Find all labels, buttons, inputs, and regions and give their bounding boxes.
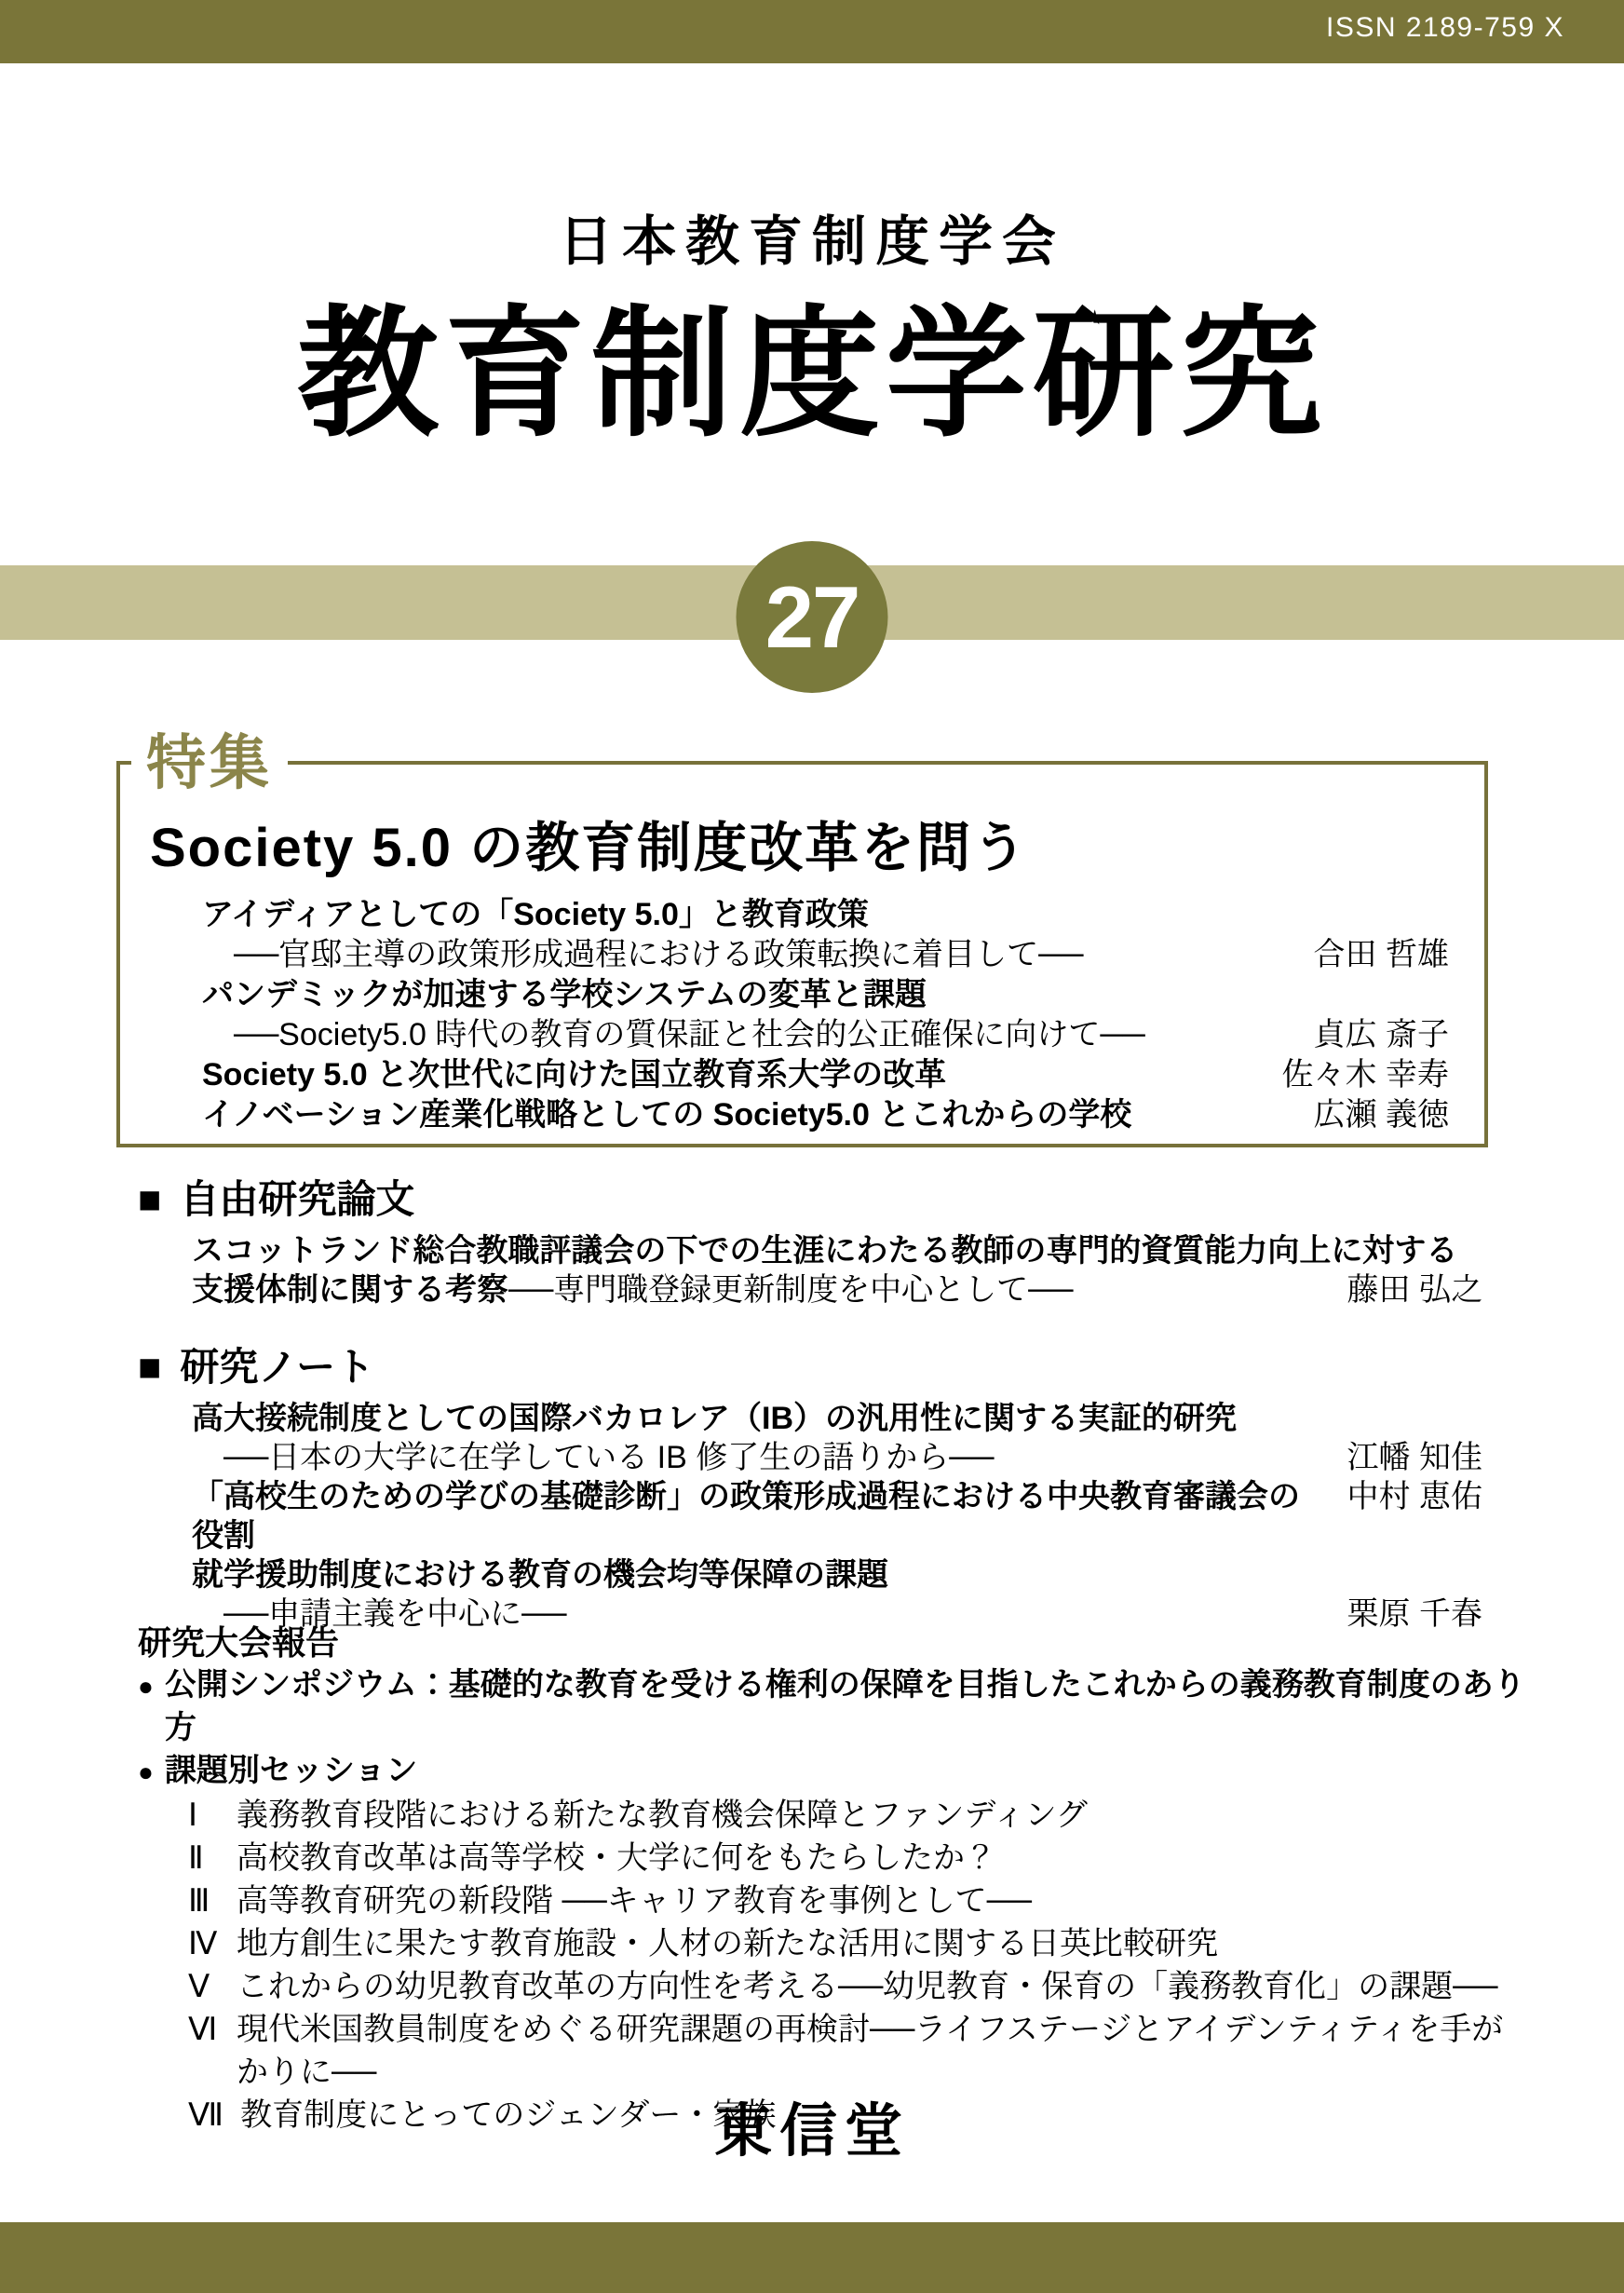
- research-notes-heading-row: [138, 1343, 1482, 1391]
- conference-report-heading: 研究大会報告: [138, 1623, 340, 1662]
- article-author: 貞広 斎子: [1313, 1017, 1449, 1052]
- session-numeral: Ⅳ: [188, 1926, 218, 1961]
- session-text: 地方創生に果たす教育施設・人材の新たな活用に関する日英比較研究: [237, 1926, 1218, 1961]
- paper-title-line2: [192, 1270, 1073, 1309]
- session-text: 義務教育段階における新たな教育機会保障とファンディング: [237, 1798, 1088, 1833]
- article-title: アイディアとしての「Society 5.0」と教育政策: [202, 897, 869, 932]
- article-title: Society 5.0 と次世代に向けた国立教育系大学の改革: [202, 1057, 947, 1092]
- conference-report-section: [138, 1622, 1531, 2137]
- note-title-row: [192, 1555, 1482, 1594]
- paper-author: 藤田 弘之: [1347, 1272, 1482, 1308]
- session-text: 教育制度にとってのジェンダー・家族: [240, 2097, 777, 2133]
- conference-bullet-text: 課題別セッション: [164, 1753, 418, 1788]
- conference-bullet-text: 公開シンポジウム：基礎的な教育を受ける権利の保障を目指したこれからの義務教育制度のあり方: [164, 1667, 1525, 1745]
- feature-article-list: [202, 895, 1449, 1135]
- session-text: 高校教育改革は高等学校・大学に何をもたらしたか？: [237, 1840, 996, 1876]
- free-research-items: [192, 1231, 1482, 1309]
- article-title: パンデミックが加速する学校システムの変革と課題: [202, 977, 927, 1012]
- society-name: 日本教育制度学会: [558, 211, 1065, 272]
- note-subtitle: ──日本の大学に在学している IB 修了生の語りから──: [223, 1440, 995, 1475]
- session-numeral: Ⅱ: [188, 1840, 204, 1876]
- issue-number-circle: [737, 541, 888, 693]
- research-notes-section: [138, 1343, 1482, 1634]
- article-title-row: [202, 895, 1449, 935]
- session-text: 現代米国教員制度をめぐる研究課題の再検討──ライフステージとアイデンティティを手がかりに──: [237, 2012, 1504, 2090]
- article-subtitle-row: [202, 935, 1449, 975]
- session-item: [188, 1965, 1531, 2008]
- note-title-row: [192, 1399, 1482, 1438]
- note-title: 就学援助制度における教育の機会均等保障の課題: [192, 1557, 888, 1593]
- note-subtitle: ──申請主義を中心に──: [223, 1596, 567, 1632]
- issn-number: ISSN 2189-759 X: [1326, 12, 1564, 43]
- article-author: 広瀬 義徳: [1313, 1097, 1449, 1133]
- article-title-row: [202, 975, 1449, 1015]
- top-olive-band: [0, 0, 1624, 63]
- session-numeral: Ⅴ: [188, 1969, 210, 2004]
- feature-label: 特集: [131, 722, 288, 804]
- issue-number: 27: [765, 567, 859, 666]
- paper-title-row: [192, 1270, 1482, 1309]
- article-title-row: [202, 1055, 1449, 1095]
- paper-title-line2-bold: 支援体制に関する考察: [192, 1272, 508, 1308]
- note-subtitle-row: [192, 1438, 1482, 1477]
- article-subtitle: ──官邸主導の政策形成過程における政策転換に着目して──: [234, 937, 1084, 972]
- session-numeral: Ⅲ: [188, 1883, 210, 1919]
- section-square-icon: ■: [138, 1177, 162, 1221]
- note-title: 「高校生のための学びの基礎診断」の政策形成過程における中央教育審議会の役割: [192, 1479, 1300, 1554]
- note-author: 江幡 知佳: [1347, 1440, 1482, 1475]
- paper-title-line2-subtitle: ──専門職登録更新制度を中心として──: [508, 1272, 1074, 1308]
- article-author: 合田 哲雄: [1313, 937, 1449, 972]
- publisher-name: 東信堂: [713, 2099, 910, 2164]
- note-author: 中村 恵佑: [1347, 1479, 1482, 1514]
- paper-title-line1: スコットランド総合教職評議会の下での生涯にわたる教師の専門的資質能力向上に対する: [192, 1233, 1458, 1269]
- bullet-icon: ●: [138, 1672, 154, 1701]
- article-subtitle-row: [202, 1015, 1449, 1055]
- bottom-olive-band: [0, 2222, 1624, 2293]
- article-title: イノベーション産業化戦略としての Society5.0 とこれからの学校: [202, 1097, 1132, 1133]
- note-title-row: [192, 1477, 1482, 1555]
- journal-title: 教育制度学研究: [297, 290, 1327, 456]
- note-author: 栗原 千春: [1347, 1596, 1482, 1632]
- session-numeral: Ⅶ: [188, 2097, 224, 2133]
- article-subtitle: ──Society5.0 時代の教育の質保証と社会的公正確保に向けて──: [234, 1017, 1145, 1052]
- session-item: [188, 1794, 1531, 1837]
- session-item: [188, 1879, 1531, 1922]
- session-item: [188, 2008, 1531, 2094]
- bullet-icon: ●: [138, 1757, 154, 1786]
- session-numeral: Ⅰ: [188, 1798, 198, 1833]
- conference-bullet-row: [138, 1663, 1531, 1749]
- feature-title: Society 5.0 の教育制度改革を問う: [150, 818, 1029, 878]
- note-title: 高大接続制度としての国際バカロレア（IB）の汎用性に関する実証的研究: [192, 1401, 1237, 1436]
- research-notes-items: [192, 1399, 1482, 1634]
- section-square-icon: ■: [138, 1345, 162, 1389]
- session-text: 高等教育研究の新段階 ──キャリア教育を事例として──: [237, 1883, 1032, 1919]
- article-author: 佐々木 幸寿: [1281, 1057, 1449, 1092]
- paper-title-row: [192, 1231, 1482, 1270]
- session-text: これからの幼児教育改革の方向性を考える──幼児教育・保育の「義務教育化」の課題──: [237, 1969, 1498, 2004]
- free-research-heading-row: [138, 1175, 1482, 1224]
- conference-bullet-row: [138, 1749, 1531, 1794]
- feature-box: [116, 729, 1488, 1147]
- session-numeral: Ⅵ: [188, 2012, 218, 2047]
- session-item: [188, 1922, 1531, 1965]
- free-research-section: [138, 1175, 1482, 1309]
- article-title-row: [202, 1095, 1449, 1135]
- session-item: [188, 1837, 1531, 1879]
- research-notes-heading: 研究ノート: [180, 1345, 375, 1389]
- free-research-heading: 自由研究論文: [180, 1177, 415, 1221]
